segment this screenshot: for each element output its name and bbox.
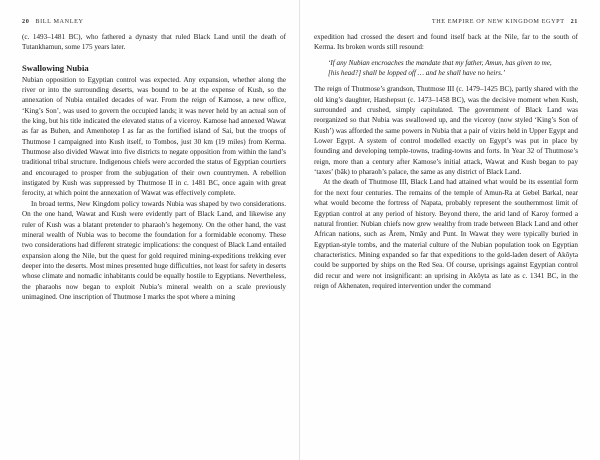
left-page-text	[22, 32, 286, 302]
left-paragraph-1: Nubian opposition to Egyptian control was expected. Any expansion, whether along the river or into the surrounding deserts, was bound to be at the expense of Kush, so the annexation of Nubia entailed decades of war. From the reign of Kamose, a new office, ‘King’s Son’, was used to govern the occupied lands; it was never held by an actual son of the king, but his title indicated the elevated status of a viceroy. Kamose had annexed Wawat as far as Buhen, and Amenhotep I as far as the fortified island of Sai, but the troops of Thutmose I campaigned into Kush itself, to Tombos, just 30 km (19 miles) from Kerma. Thutmose also divided Wawat into five districts to negate opposition from within the land’s traditional tribal structure. Indigenous chiefs were accorded the status of Egyptian courtiers and encouraged to prosper from the subjugation of their own countrymen. A rebellion instigated by Kush was suppressed by Thutmose II in c. 1481 BC, once again with great ferocity, at which point the annexation of Wawat was effectively complete.	[22, 75, 286, 198]
left-page-number: 20	[22, 18, 30, 25]
right-paragraph-2: At the death of Thutmose III, Black Land had attained what would be its essential form for the next four centuries. The remains of the temple of Amun-Ra at Gebel Barkal, near what would become the fortress of Napata, probably represent the southernmost limit of Egyptian control at any period of history. Beyond there, the arid land of Karoy formed a natural frontier. Nubian chiefs now grew wealthy from trade between Black Land and other African nations, such as Ārem, Nmāy and Punt. In Wawat they were typically buried in Egyptian-style tombs, and the material culture of the Nubian population took on Egyptian characteristics. Mining expanded so far that expeditions to the gold-laden desert of Akōyta could be supported by ships on the Red Sea. Of course, uprisings against Egyptian control did recur and were not insignificant: an uprising in Akōyta as late as c. 1341 BC, in the reign of Akhenaten, required intervention under the command	[314, 178, 578, 290]
right-intro-paragraph: expedition had crossed the desert and found itself back at the Nile, far to the south of Kerma. Its broken words still resound:	[314, 33, 578, 52]
inscription-quote	[328, 58, 564, 79]
right-running-head-title: THE EMPIRE OF NEW KINGDOM EGYPT	[431, 18, 565, 25]
right-paragraph-1: The reign of Thutmose’s grandson, Thutmose III (c. 1479–1425 BC), partly shared with the old king’s daughter, Hatshepsut (c. 1473–1458 BC), was the decisive moment when Kush, surrounded and crushed, simply capitulated. The government of Black Land was reorganized so that Nubia was swallowed up, and the viceroy (now styled ‘King’s Son of Kush’) was afforded the same powers in Nubia that a pair of vizirs held in Upper Egypt and Lower Egypt. A system of control modelled exactly on Egypt’s was put in place by founding and developing temple-towns, trading-towns and forts. In Year 32 of Thutmose’s reign, more than a century after Kamose’s initial attack, Wawat and Kush began to pay ‘taxes’ (bāk) to pharaoh’s palace, the same as any district of Black Land.	[314, 85, 578, 177]
left-running-head	[22, 18, 286, 32]
right-running-head	[314, 18, 578, 32]
left-intro-paragraph: (c. 1493–1481 BC), who fathered a dynasty that ruled Black Land until the death of Tutankhamun, some 175 years later.	[22, 33, 286, 52]
right-page-number: 21	[570, 18, 578, 25]
right-page-text	[314, 32, 578, 291]
left-running-head-title: BILL MANLEY	[35, 18, 84, 25]
section-title: Swallowing Nubia	[22, 62, 89, 73]
right-page	[300, 0, 600, 460]
quote-text: ‘If any Nubian encroaches the mandate that my father, Amun, has given to me, [his head?] shall be lopped off … and he shall have no heirs.’	[328, 58, 552, 78]
left-paragraph-2: In broad terms, New Kingdom policy towards Nubia was shaped by two considerations. On the one hand, Wawat and Kush were evidently part of Black Land, and likewise any ruler of Kush was a blatant pretender to pharaoh’s hegemony. On the other hand, the vast mineral wealth of Nubia was to become the foundation for a formidable economy. These two considerations had different strategic implications: the conquest of Black Land entailed expansion along the Nile, but the quest for gold required mining-expeditions trekking ever deeper into the deserts. Most mines presented huge difficulties, not least for safety in deserts whose climate and nomadic inhabitants could be equally hostile to Egyptians. Nevertheless, the pharaohs now began to exploit Nubia’s mineral wealth on a scale previously unimagined. One inscription of Thutmose I marks the spot where a mining	[22, 199, 287, 301]
